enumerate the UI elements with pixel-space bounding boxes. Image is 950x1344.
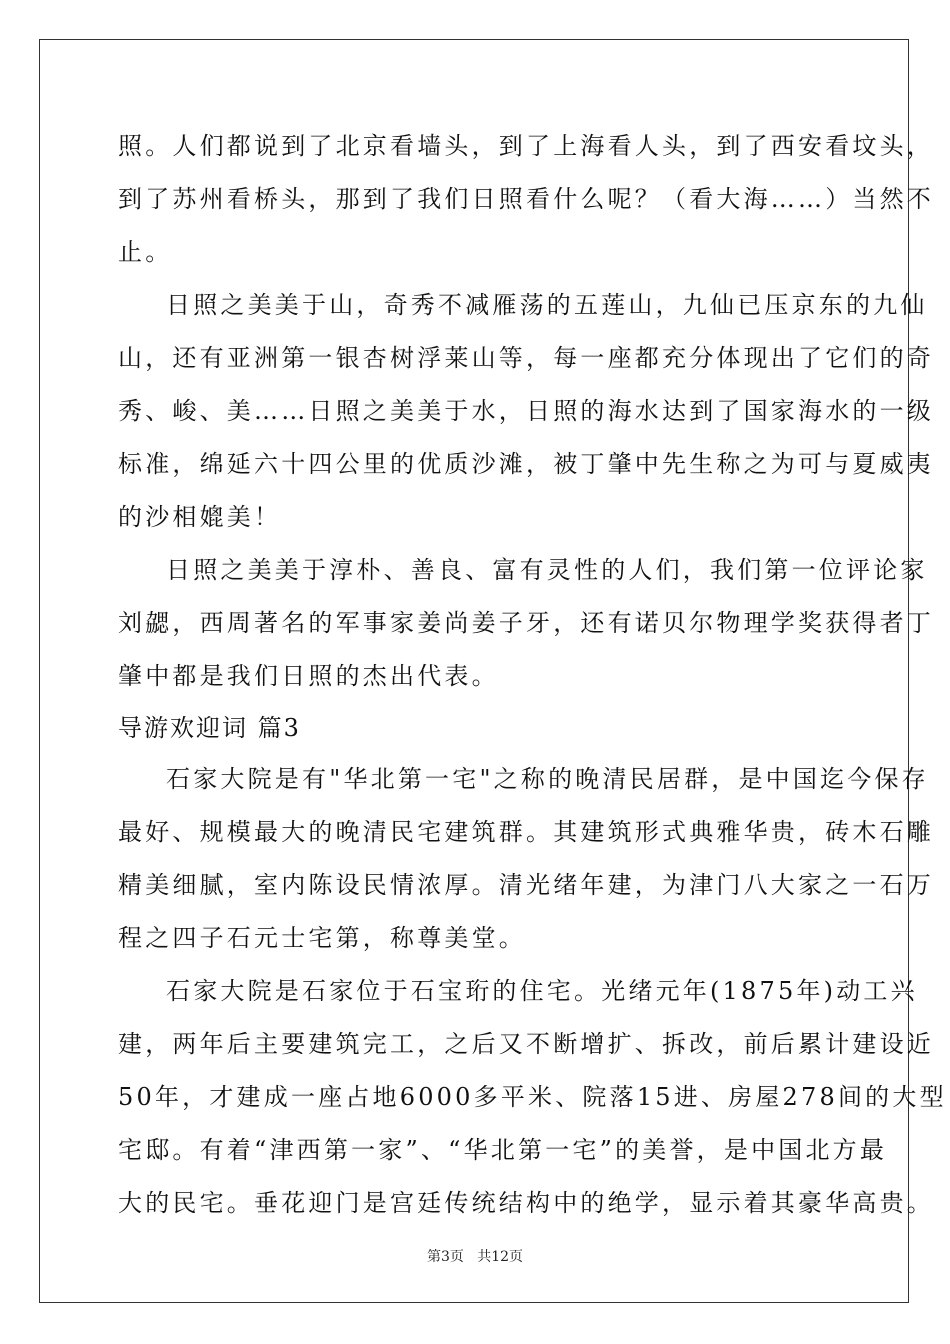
text-line: 山，还有亚洲第一银杏树浮莱山等，每一座都充分体现出了它们的奇 xyxy=(118,344,934,372)
paragraph-start-line: 日照之美美于山，奇秀不减雁荡的五莲山，九仙已压京东的九仙 xyxy=(166,291,928,319)
text-line: 刘勰，西周著名的军事家姜尚姜子牙，还有诺贝尔物理学奖获得者丁 xyxy=(118,609,934,637)
text-line: 肇中都是我们日照的杰出代表。 xyxy=(118,662,499,690)
text-line: 建，两年后主要建筑完工，之后又不断增扩、拆改，前后累计建设近 xyxy=(118,1030,934,1058)
text-line: 到了苏州看桥头，那到了我们日照看什么呢？（看大海……）当然不 xyxy=(118,185,934,213)
text-line: 宅邸。有着“津西第一家”、“华北第一宅”的美誉，是中国北方最 xyxy=(118,1136,888,1164)
text-line: 最好、规模最大的晚清民宅建筑群。其建筑形式典雅华贵，砖木石雕 xyxy=(118,818,934,846)
text-line: 大的民宅。垂花迎门是宫廷传统结构中的绝学，显示着其豪华高贵。 xyxy=(118,1189,934,1217)
paragraph-start-line: 石家大院是石家位于石宝珩的住宅。光绪元年(1875年)动工兴 xyxy=(166,977,918,1005)
paragraph-start-line: 日照之美美于淳朴、善良、富有灵性的人们，我们第一位评论家 xyxy=(166,556,928,584)
paragraph-start-line: 石家大院是有"华北第一宅"之称的晚清民居群，是中国迄今保存 xyxy=(166,765,929,793)
text-line: 秀、峻、美……日照之美美于水，日照的海水达到了国家海水的一级 xyxy=(118,397,934,425)
section-heading: 导游欢迎词 篇3 xyxy=(118,714,301,742)
text-line: 标准，绵延六十四公里的优质沙滩，被丁肇中先生称之为可与夏威夷 xyxy=(118,450,934,478)
text-line: 程之四子石元士宅第，称尊美堂。 xyxy=(118,924,526,952)
text-line: 照。人们都说到了北京看墙头，到了上海看人头，到了西安看坟头， xyxy=(118,132,934,160)
document-body xyxy=(118,120,947,1230)
text-line: 50年，才建成一座占地6000多平米、院落15进、房屋278间的大型 xyxy=(118,1083,947,1111)
text-line: 的沙相媲美！ xyxy=(118,503,282,531)
text-line: 止。 xyxy=(118,238,173,266)
text-line: 精美细腻，室内陈设民情浓厚。清光绪年建，为津门八大家之一石万 xyxy=(118,871,934,899)
page-footer: 第3页 共12页 xyxy=(426,1249,524,1265)
